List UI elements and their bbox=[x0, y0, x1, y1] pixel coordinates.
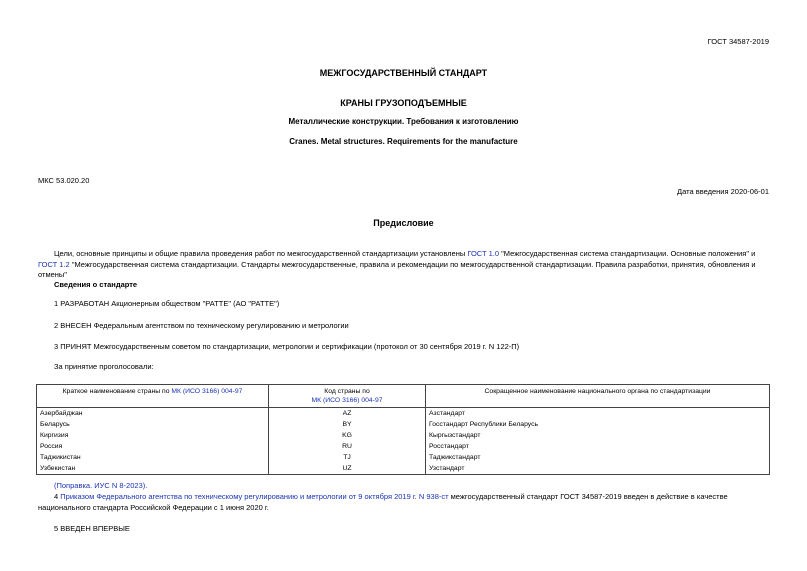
item-4-text: межгосударственный стандарт ГОСТ 34587-2019 введен в действие в качестве национального стандарта Российской Федерации с 1 июня 2020 г. bbox=[38, 492, 728, 512]
preface-text-end: "Межгосударственная система стандартизации. Стандарты межгосударственные, правила и рекомендации по межгосударственной стандартизации. Правила разработки, принятия, обновления и отмены" bbox=[38, 259, 756, 279]
title-main: КРАНЫ ГРУЗОПОДЪЕМНЫЕ bbox=[340, 98, 467, 108]
column-header-code bbox=[269, 385, 426, 408]
table-row bbox=[37, 463, 770, 475]
body-cell: Кыргызстандарт bbox=[426, 430, 770, 441]
table-row bbox=[37, 441, 770, 452]
item-2: 2 ВНЕСЕН Федеральным агентством по техническому регулированию и метрологии bbox=[54, 321, 349, 330]
code-cell: BY bbox=[269, 419, 426, 430]
table-row bbox=[37, 408, 770, 420]
code-cell: UZ bbox=[269, 463, 426, 475]
code-cell: TJ bbox=[269, 452, 426, 463]
mk-iso-link[interactable]: МК (ИСО 3166) 004-97 bbox=[171, 388, 243, 395]
item-1: 1 РАЗРАБОТАН Акционерным обществом "РАТТЕ" (АО "РАТТЕ") bbox=[54, 299, 280, 308]
preface-text-start: Цели, основные принципы и общие правила проведения работ по межгосударственной стандартизации установлены bbox=[54, 249, 468, 258]
code-cell: KG bbox=[269, 430, 426, 441]
country-cell: Азербайджан bbox=[37, 408, 269, 420]
item-4-number: 4 bbox=[54, 492, 61, 501]
preface-title: Предисловие bbox=[373, 218, 434, 228]
body-cell: Таджикстандарт bbox=[426, 452, 770, 463]
document-code: ГОСТ 34587-2019 bbox=[707, 37, 769, 46]
title-english: Cranes. Metal structures. Requirements for the manufacture bbox=[289, 137, 518, 146]
standard-header: МЕЖГОСУДАРСТВЕННЫЙ СТАНДАРТ bbox=[319, 68, 488, 78]
title-russian: Металлические конструкции. Требования к изготовлению bbox=[288, 117, 519, 126]
table-row bbox=[37, 430, 770, 441]
gost-1-2-link[interactable]: ГОСТ 1.2 bbox=[38, 259, 70, 269]
info-title: Сведения о стандарте bbox=[54, 280, 138, 289]
voting-countries-table bbox=[36, 384, 770, 475]
item-4 bbox=[38, 492, 772, 513]
order-link[interactable]: Приказом Федерального агентства по техническому регулированию и метрологии от 9 октября 2019 г. N 938-ст bbox=[60, 492, 449, 501]
column-header-country bbox=[37, 385, 269, 408]
code-cell: RU bbox=[269, 441, 426, 452]
amendment-link[interactable]: (Поправка. ИУС N 8-2023). bbox=[54, 481, 148, 490]
code-cell: AZ bbox=[269, 408, 426, 420]
column-header-code-text: Код страны по bbox=[324, 388, 370, 395]
country-cell: Киргизия bbox=[37, 430, 269, 441]
item-5: 5 ВВЕДЕН ВПЕРВЫЕ bbox=[54, 524, 130, 533]
column-header-country-text: Краткое наименование страны по bbox=[62, 388, 172, 395]
column-header-body: Сокращенное наименование национального органа по стандартизации bbox=[426, 385, 770, 408]
table-row bbox=[37, 419, 770, 430]
body-cell: Азстандарт bbox=[426, 408, 770, 420]
country-cell: Узбекистан bbox=[37, 463, 269, 475]
body-cell: Госстандарт Республики Беларусь bbox=[426, 419, 770, 430]
voted-label: За принятие проголосовали: bbox=[54, 362, 154, 371]
body-cell: Росстандарт bbox=[426, 441, 770, 452]
country-cell: Беларусь bbox=[37, 419, 269, 430]
mks-code: МКС 53.020.20 bbox=[38, 176, 90, 185]
preface-text-mid: "Межгосударственная система стандартизации. Основные положения" и bbox=[499, 249, 756, 258]
item-3: 3 ПРИНЯТ Межгосударственным советом по стандартизации, метрологии и сертификации (протокол от 30 сентября 2019 г. N 122-П) bbox=[54, 342, 520, 351]
gost-1-0-link[interactable]: ГОСТ 1.0 bbox=[467, 249, 500, 258]
body-cell: Узстандарт bbox=[426, 463, 770, 475]
country-cell: Россия bbox=[37, 441, 269, 452]
country-cell: Таджикистан bbox=[37, 452, 269, 463]
introduction-date: Дата введения 2020-06-01 bbox=[677, 187, 769, 196]
table-row bbox=[37, 452, 770, 463]
mk-iso-code-link[interactable]: МК (ИСО 3166) 004-97 bbox=[311, 397, 383, 404]
preface-paragraph bbox=[38, 249, 772, 281]
